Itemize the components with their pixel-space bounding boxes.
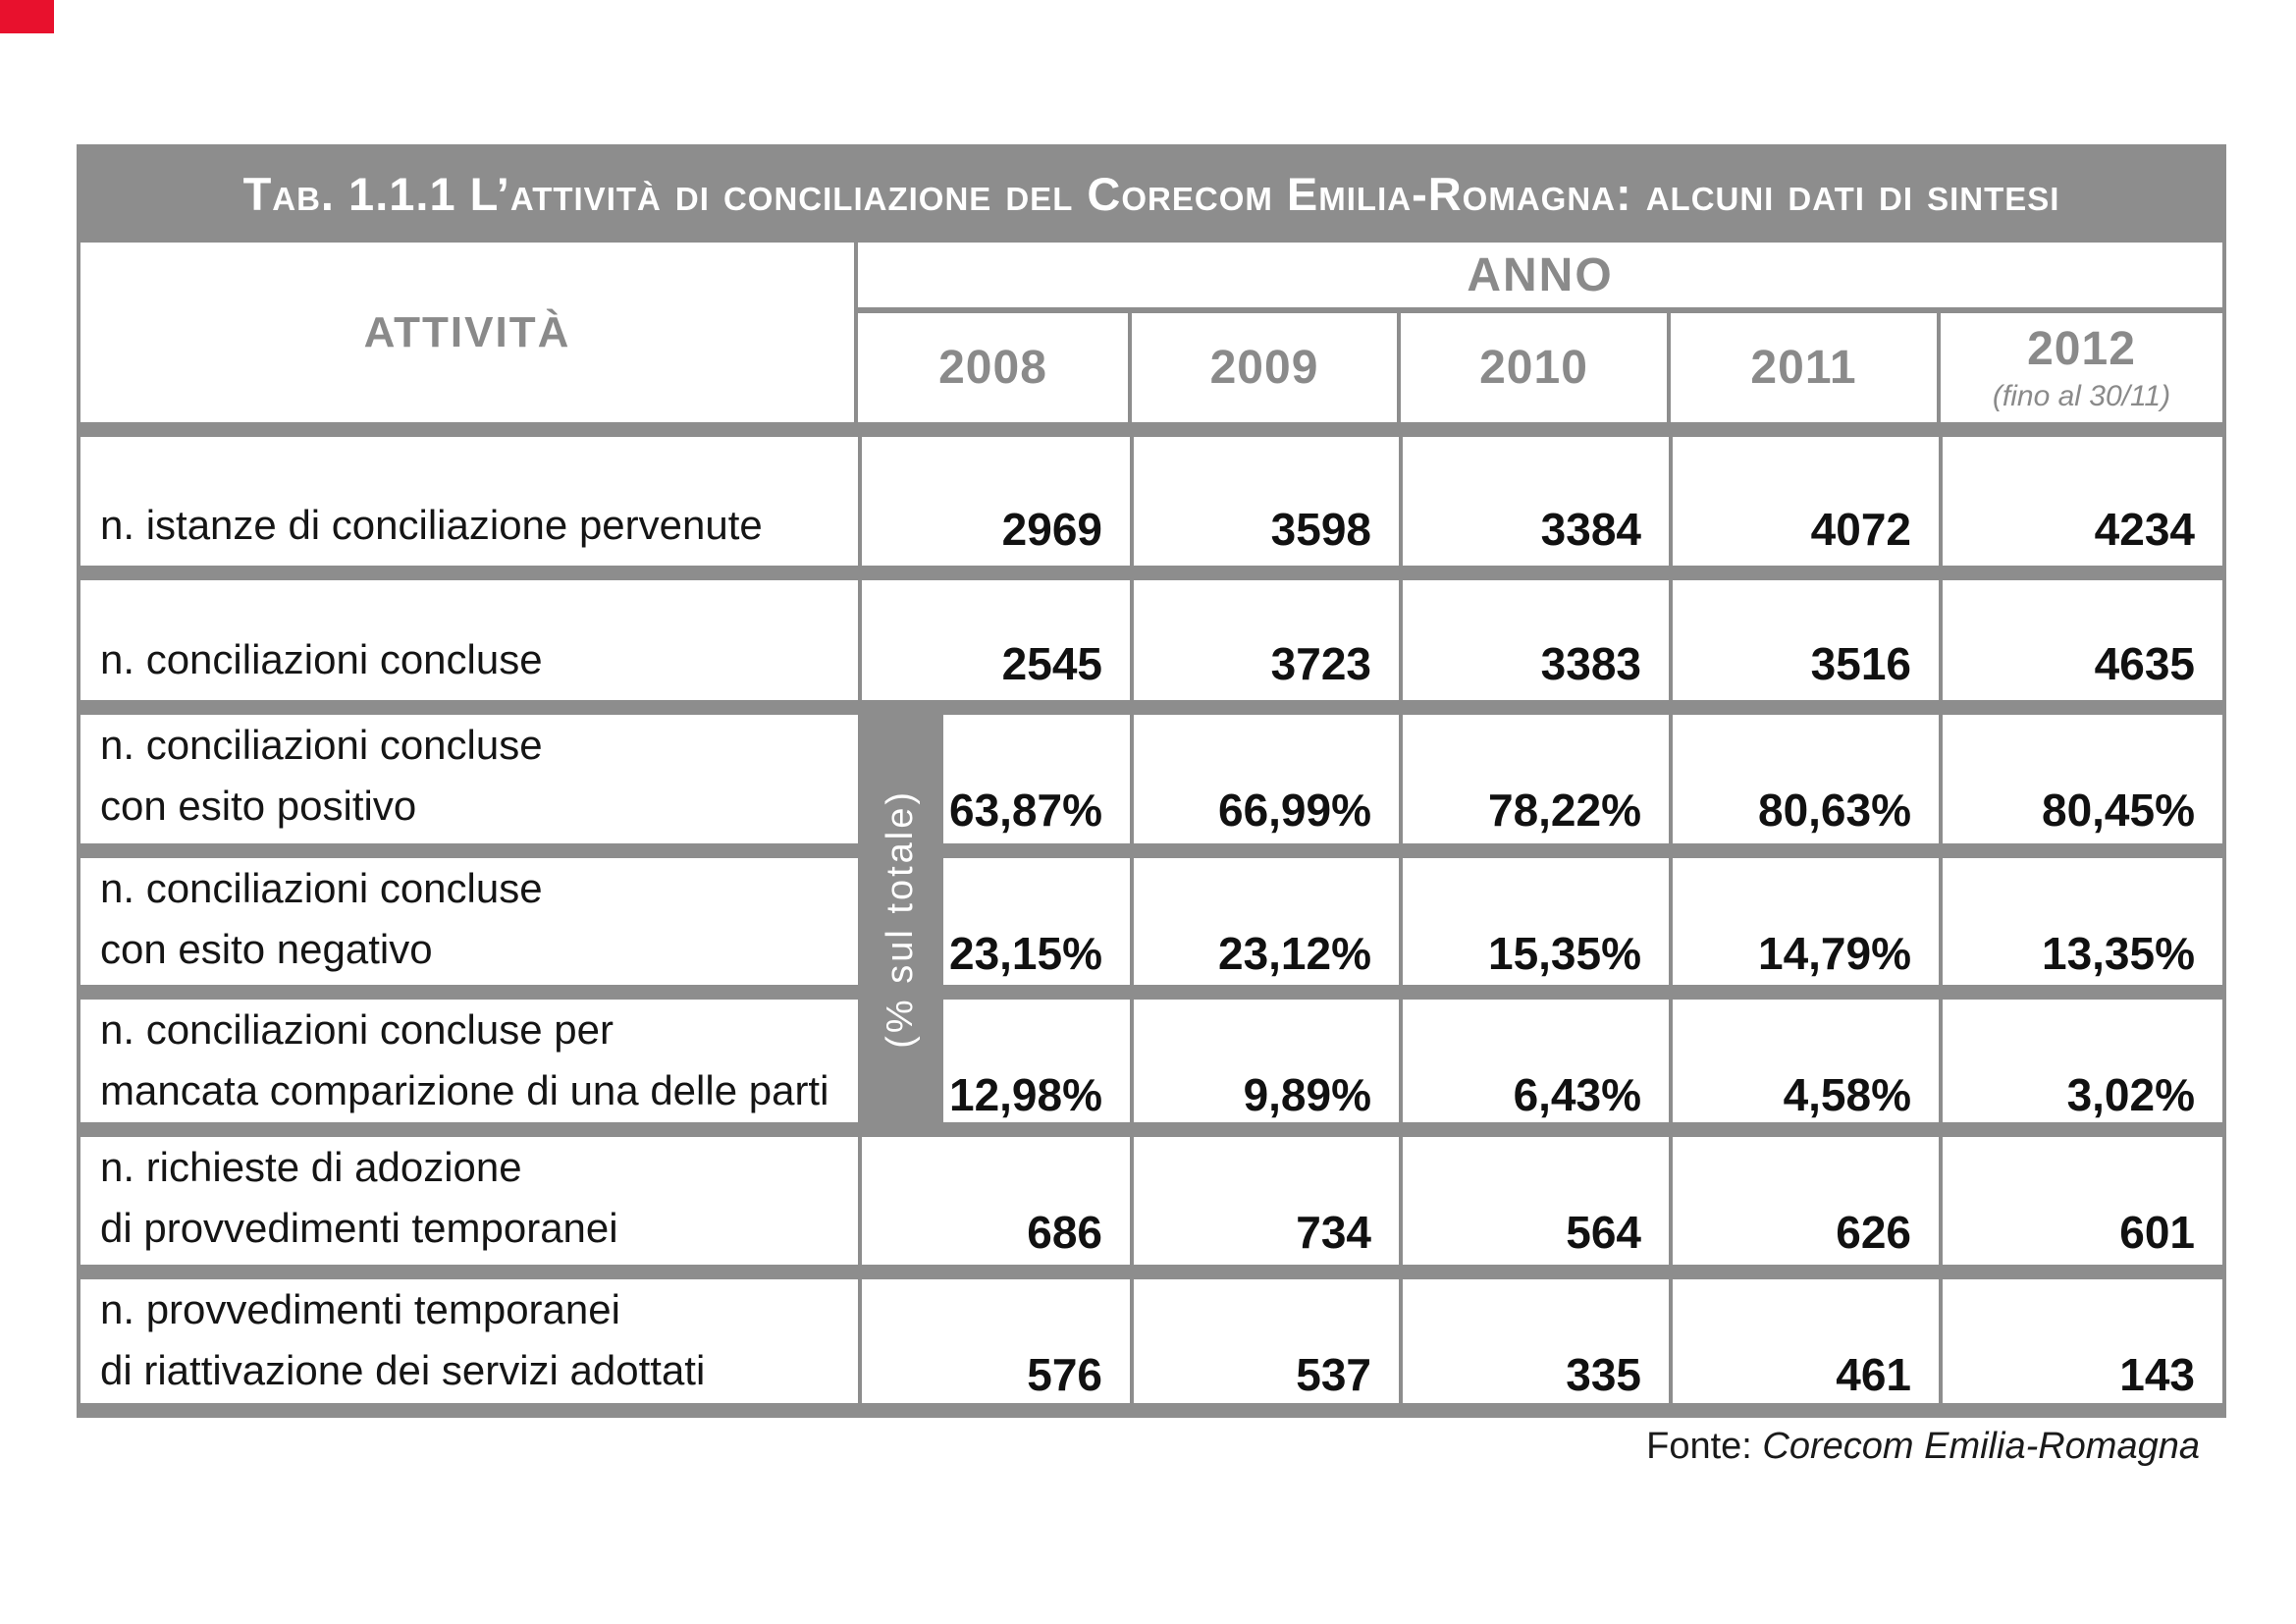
row-label-line: mancata comparizione di una delle parti: [100, 1067, 829, 1113]
table-header: [77, 243, 2226, 422]
cell-value: 13,35%: [1939, 858, 2222, 990]
cell-value: 12,98%: [858, 1000, 1130, 1131]
page-corner-marker: [0, 0, 54, 33]
cell-value: 9,89%: [1130, 1000, 1399, 1131]
cell-value: 23,15%: [858, 858, 1130, 990]
column-header-2009: [1128, 313, 1397, 422]
cell-value: 3383: [1399, 580, 1669, 700]
table-title: Tab. 1.1.1 L’attività di conciliazione del Corecom Emilia-Romagna: alcuni dati di sintesi: [242, 167, 2060, 220]
row-label: [80, 580, 858, 700]
cell-value: 461: [1669, 1279, 1939, 1411]
year-label: 2008: [938, 342, 1047, 394]
cell-value: 2545: [858, 580, 1130, 700]
cell-value: 3598: [1130, 437, 1399, 566]
year-label: 2010: [1479, 342, 1588, 394]
cell-value: 14,79%: [1669, 858, 1939, 990]
row-label-line: n. conciliazioni concluse: [100, 865, 543, 911]
cell-value: 564: [1399, 1137, 1669, 1269]
cell-value: 80,63%: [1669, 715, 1939, 846]
row-label-line: n. conciliazioni concluse per: [100, 1006, 614, 1053]
cell-value: 601: [1939, 1137, 2222, 1269]
row-label-line: n. conciliazioni concluse: [100, 636, 543, 682]
percent-of-total-bar: [858, 700, 943, 1137]
row-label-line: n. provvedimenti temporanei: [100, 1286, 620, 1332]
column-header-2011: [1667, 313, 1937, 422]
row-label-line: n. conciliazioni concluse: [100, 722, 543, 768]
cell-value: 4635: [1939, 580, 2222, 700]
table-title-bar: [77, 144, 2226, 243]
cell-value: 576: [858, 1279, 1130, 1411]
cell-value: 80,45%: [1939, 715, 2222, 846]
table-row: [77, 858, 2226, 985]
row-separator: [77, 422, 2226, 437]
cell-value: 3,02%: [1939, 1000, 2222, 1131]
row-separator: [77, 700, 2226, 715]
cell-value: 66,99%: [1130, 715, 1399, 846]
cell-value: 143: [1939, 1279, 2222, 1411]
row-label-line: n. istanze di conciliazione pervenute: [100, 502, 763, 548]
cell-value: 63,87%: [858, 715, 1130, 846]
source-name: Corecom Emilia-Romagna: [1762, 1426, 2200, 1467]
year-columns-row: [858, 313, 2222, 422]
row-label: [80, 1279, 858, 1411]
cell-value: 4072: [1669, 437, 1939, 566]
cell-value: 2969: [858, 437, 1130, 566]
row-label-line: n. richieste di adozione: [100, 1144, 522, 1190]
column-header-2010: [1397, 313, 1667, 422]
conciliation-table: [77, 144, 2226, 1418]
source-prefix: Fonte:: [1646, 1426, 1752, 1467]
cell-value: 335: [1399, 1279, 1669, 1411]
table-row: [77, 437, 2226, 566]
cell-value: 537: [1130, 1279, 1399, 1411]
row-label: [80, 1000, 858, 1131]
cell-value: 3516: [1669, 580, 1939, 700]
cell-value: 3723: [1130, 580, 1399, 700]
table-row: [77, 1279, 2226, 1403]
row-label: [80, 1137, 858, 1269]
anno-group-header: [858, 243, 2222, 307]
anno-label: ANNO: [1467, 248, 1614, 301]
row-separator: [77, 566, 2226, 580]
table-row: [77, 1137, 2226, 1265]
year-label: 2011: [1750, 342, 1857, 394]
year-label: 2012: [2027, 323, 2136, 375]
cell-value: 78,22%: [1399, 715, 1669, 846]
cell-value: 734: [1130, 1137, 1399, 1269]
percent-of-total-label: (% sul totale): [880, 788, 921, 1049]
cell-value: 6,43%: [1399, 1000, 1669, 1131]
row-label: [80, 858, 858, 990]
cell-value: 626: [1669, 1137, 1939, 1269]
year-header-area: [858, 243, 2222, 422]
column-header-2008: [858, 313, 1128, 422]
attivita-label: ATTIVITÀ: [363, 307, 571, 356]
year-label: 2009: [1209, 342, 1319, 394]
table-row: [77, 715, 2226, 843]
row-label-line: di riattivazione dei servizi adottati: [100, 1347, 706, 1393]
column-header-attivita: [80, 243, 858, 422]
year-2012-note: (fino al 30/11): [1992, 380, 2171, 412]
cell-value: 686: [858, 1137, 1130, 1269]
row-label-line: con esito negativo: [100, 926, 433, 972]
cell-value: 4,58%: [1669, 1000, 1939, 1131]
row-label-line: di provvedimenti temporanei: [100, 1205, 618, 1251]
table-row: [77, 580, 2226, 700]
cell-value: 3384: [1399, 437, 1669, 566]
column-header-2012: [1937, 313, 2222, 422]
cell-value: 23,12%: [1130, 858, 1399, 990]
row-label: [80, 437, 858, 566]
source-note: [1646, 1426, 2200, 1468]
cell-value: 15,35%: [1399, 858, 1669, 990]
cell-value: 4234: [1939, 437, 2222, 566]
row-label-line: con esito positivo: [100, 783, 417, 829]
row-label: [80, 715, 858, 846]
table-row: [77, 1000, 2226, 1122]
